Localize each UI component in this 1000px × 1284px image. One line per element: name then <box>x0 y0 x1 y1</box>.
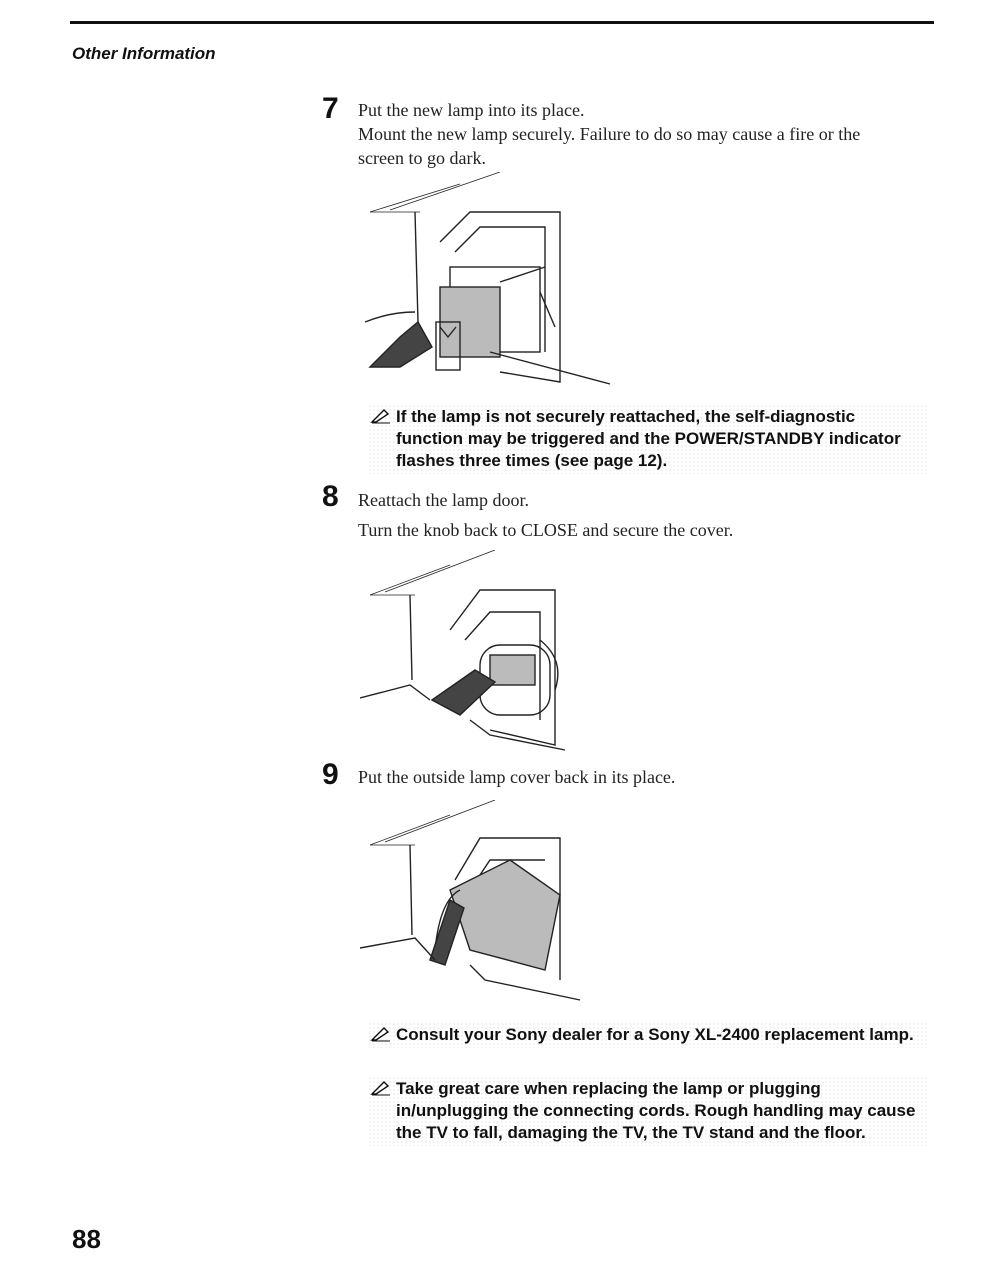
lamp-cover-illustration <box>360 800 590 1005</box>
step-8-line-2: Turn the knob back to CLOSE and secure the cover. <box>358 520 734 540</box>
step-7-line-2: Mount the new lamp securely. Failure to do so may cause a fire or the <box>358 124 861 144</box>
page-number: 88 <box>72 1224 101 1254</box>
lamp-door-illustration <box>360 550 600 755</box>
note-reattach-text: If the lamp is not securely reattached, the self-diagnostic function may be triggered and the POWER/STANDBY indicator flashes three times (see page 12). <box>396 407 901 470</box>
step-9-line-1: Put the outside lamp cover back in its place. <box>358 767 676 787</box>
step-7-line-1: Put the new lamp into its place. <box>358 100 585 120</box>
step-7-text <box>358 98 928 170</box>
step-7-number: 7 <box>322 92 339 125</box>
pencil-note-icon <box>370 1078 392 1096</box>
pencil-note-icon <box>370 1024 392 1042</box>
top-rule <box>70 21 934 24</box>
note-care <box>368 1076 928 1146</box>
note-reattach-warning <box>368 404 928 474</box>
step-8-text <box>358 488 928 542</box>
note-dealer-text: Consult your Sony dealer for a Sony XL-2400 replacement lamp. <box>396 1025 914 1044</box>
note-dealer <box>368 1022 928 1048</box>
step-9-number: 9 <box>322 758 339 791</box>
step-7-line-3: screen to go dark. <box>358 148 486 168</box>
step-8-number: 8 <box>322 480 339 513</box>
note-care-text: Take great care when replacing the lamp or plugging in/unplugging the connecting cords. Rough handling may cause the TV to fall, damaging the TV, the TV stand and the floor. <box>396 1079 916 1142</box>
step-9-text <box>358 765 928 789</box>
pencil-note-icon <box>370 406 392 424</box>
step-8-line-1: Reattach the lamp door. <box>358 490 529 510</box>
lamp-insert-illustration <box>360 172 620 392</box>
section-title: Other Information <box>72 44 216 63</box>
